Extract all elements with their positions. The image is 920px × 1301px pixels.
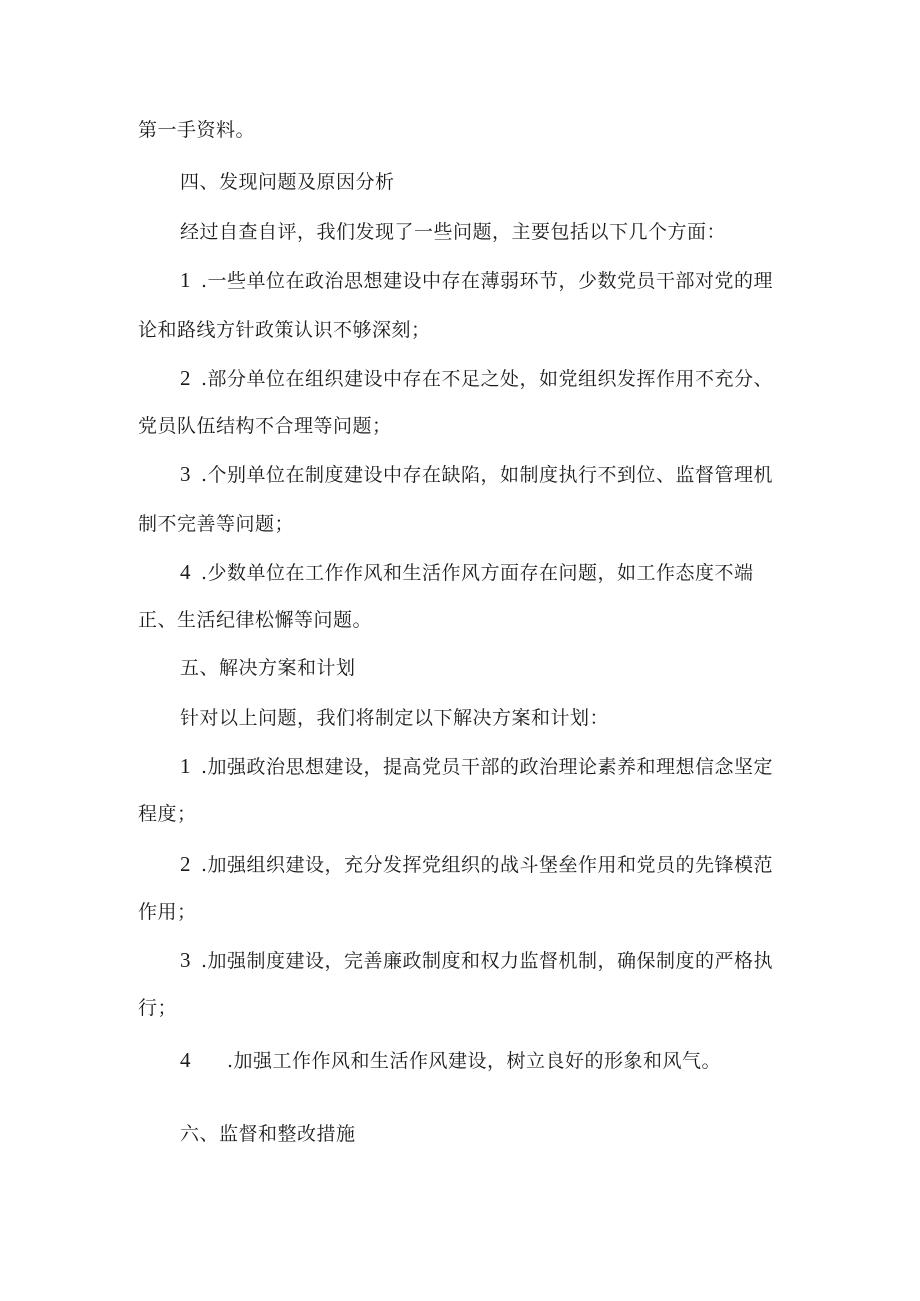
section-6-heading: 六、监督和整改措施 [180,1123,356,1145]
section-4-item-3-line-2: 制不完善等问题； [138,513,295,535]
item-text: .加强政治思想建设，提高党员干部的政治理论素养和理想信念坚定 [201,756,774,778]
section-4-item-2-line-2: 党员队伍结构不合理等问题； [138,415,392,437]
item-number: 3 [180,948,191,972]
item-number: 4 [180,1048,191,1072]
section-5-item-1-line-2: 程度； [138,803,197,825]
item-number: 2 [180,366,191,390]
section-4-item-1-line-2: 论和路线方针政策认识不够深刻； [138,319,431,341]
item-number: 1 [180,754,191,778]
section-5-lead: 针对以上问题，我们将制定以下解决方案和计划： [180,707,610,729]
section-5-heading: 五、解决方案和计划 [180,657,356,679]
paragraph-continuation: 第一手资料。 [138,119,256,141]
section-5-item-4-line-1 [180,1048,721,1073]
item-number: 4 [180,560,191,584]
section-4-item-1-line-1 [180,268,773,293]
item-text: .部分单位在组织建设中存在不足之处，如党组织发挥作用不充分、 [201,368,774,390]
section-5-item-2-line-2: 作用； [138,901,197,923]
item-text: .一些单位在政治思想建设中存在薄弱环节，少数党员干部对党的理 [201,270,774,292]
section-4-item-3-line-1 [180,462,773,487]
section-5-item-2-line-1 [180,852,773,877]
section-4-item-4-line-1 [180,560,754,585]
section-4-lead: 经过自查自评，我们发现了一些问题，主要包括以下几个方面： [180,221,727,243]
item-text: .个别单位在制度建设中存在缺陷，如制度执行不到位、监督管理机 [201,464,774,486]
item-text: .加强制度建设，完善廉政制度和权力监督机制，确保制度的严格执 [201,950,774,972]
item-text: .少数单位在工作作风和生活作风方面存在问题，如工作态度不端 [201,562,754,584]
section-4-item-4-line-2: 正、生活纪律松懈等问题。 [138,609,373,631]
item-number: 1 [180,268,191,292]
item-text: .加强组织建设，充分发挥党组织的战斗堡垒作用和党员的先锋模范 [201,854,774,876]
item-number: 2 [180,852,191,876]
item-number: 3 [180,462,191,486]
section-5-item-3-line-2: 行； [138,997,178,1019]
section-4-item-2-line-1 [180,366,773,391]
section-5-item-1-line-1 [180,754,773,779]
item-text: .加强工作作风和生活作风建设，树立良好的形象和风气。 [227,1050,722,1072]
section-4-heading: 四、发现问题及原因分析 [180,171,395,193]
section-5-item-3-line-1 [180,948,773,973]
